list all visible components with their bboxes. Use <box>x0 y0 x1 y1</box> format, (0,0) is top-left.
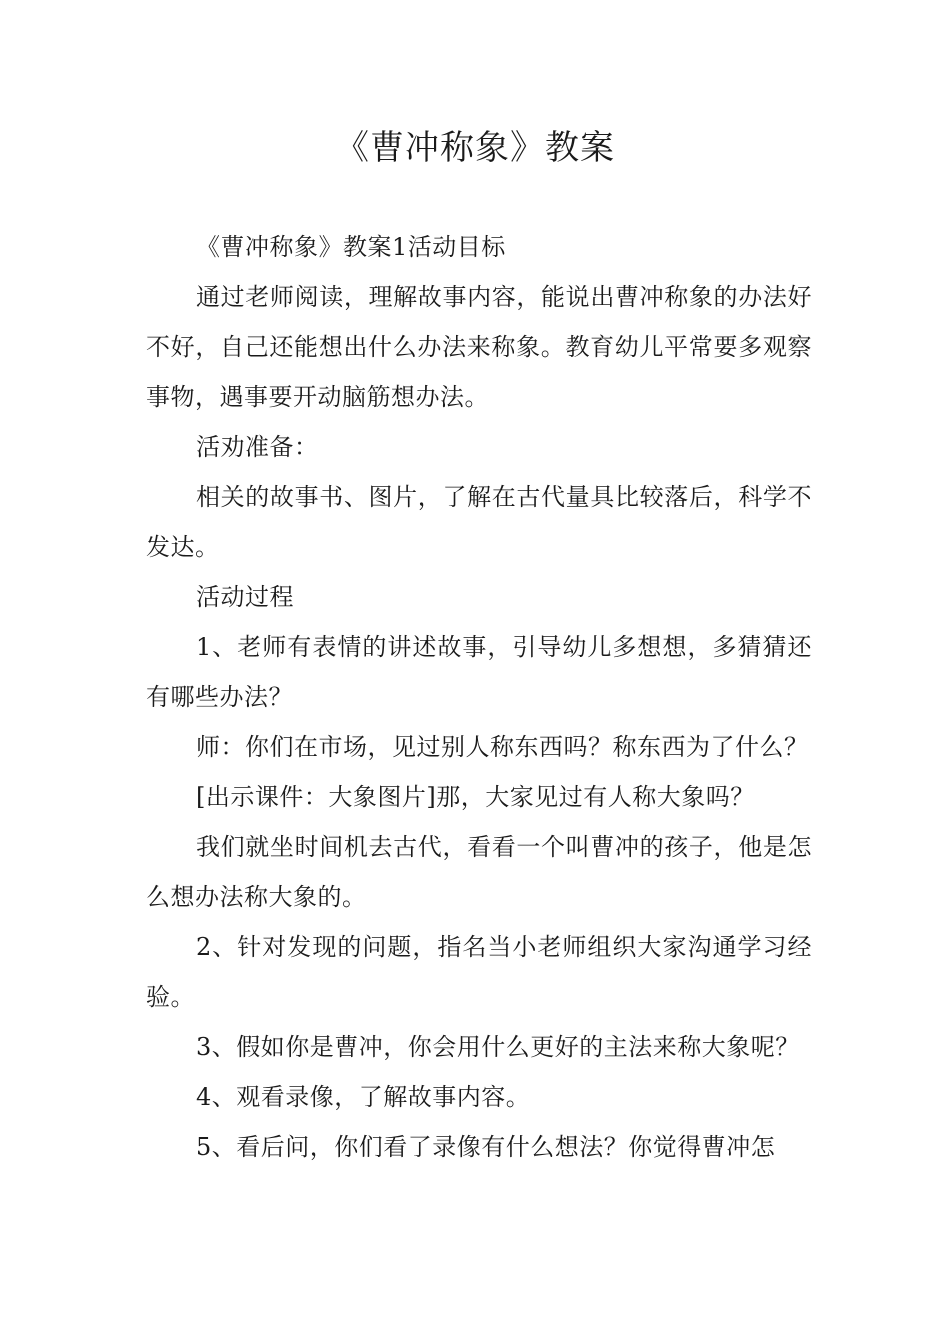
paragraph-step-5: 5、看后问，你们看了录像有什么想法？你觉得曹冲怎 <box>196 1133 776 1161</box>
paragraph-time-machine: 我们就坐时间机去古代，看看一个叫曹冲的孩子，他是怎么想办法称大象的。 <box>146 833 812 911</box>
paragraph-heading-activity-goal: 《曹冲称象》教案1活动目标 <box>196 233 506 261</box>
paragraph-step-3: 3、假如你是曹冲，你会用什么更好的主法来称大象呢？ <box>196 1033 800 1061</box>
paragraph-step-4: 4、观看录像，了解故事内容。 <box>196 1083 531 1111</box>
paragraph-step-1: 1、老师有表情的讲述故事，引导幼儿多想想，多猜猜还有哪些办法？ <box>146 633 812 711</box>
paragraph-teacher-question: 师：你们在市场，见过别人称东西吗？称东西为了什么？ <box>196 733 809 761</box>
document-title: 《曹冲称象》教案 <box>335 128 615 168</box>
document-body <box>146 222 812 1172</box>
paragraph-heading-process: 活动过程 <box>196 583 294 611</box>
paragraph-show-courseware: [出示课件：大象图片]那，大家见过有人称大象吗？ <box>196 783 755 811</box>
paragraph-activity-goal: 通过老师阅读，理解故事内容，能说出曹冲称象的办法好不好，自己还能想出什么办法来称象。教育幼儿平常要多观察事物，遇事要开动脑筋想办法。 <box>146 283 812 411</box>
paragraph-step-2: 2、针对发现的问题，指名当小老师组织大家沟通学习经验。 <box>146 933 812 1011</box>
paragraph-heading-preparation: 活劝准备： <box>196 433 319 461</box>
paragraph-preparation: 相关的故事书、图片，了解在古代量具比较落后，科学不发达。 <box>146 483 812 561</box>
